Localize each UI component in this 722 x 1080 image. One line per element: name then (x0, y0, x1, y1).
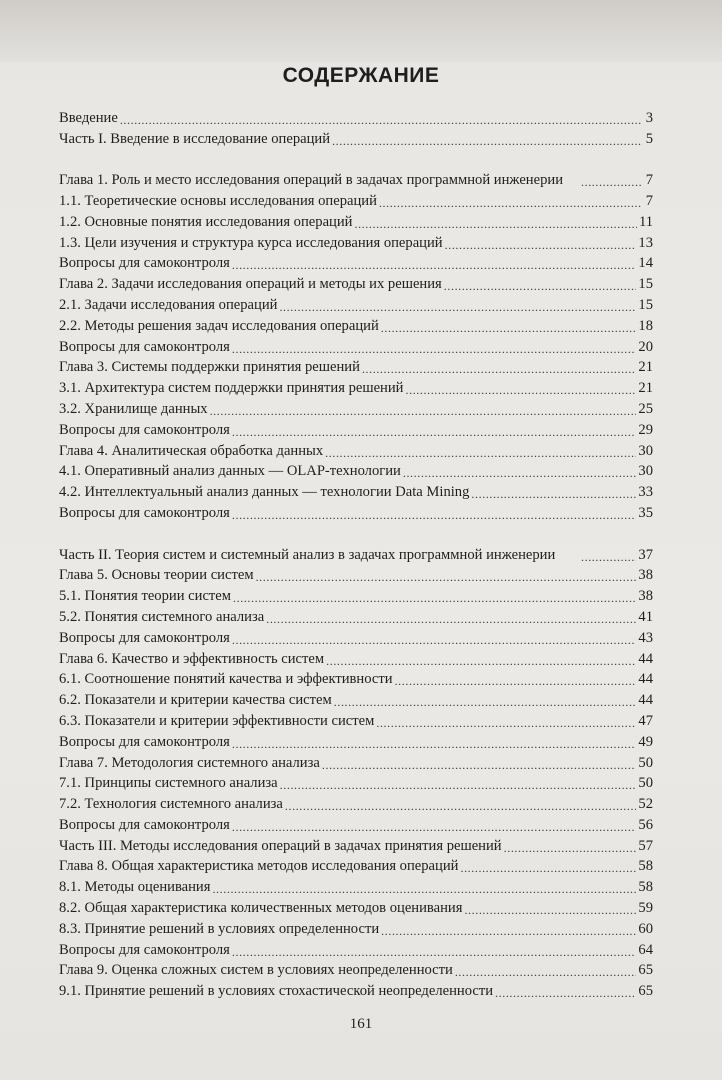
toc-entry-page: 35 (638, 504, 653, 521)
toc-entry-page: 21 (638, 380, 653, 397)
toc-entry-page: 49 (638, 733, 653, 750)
toc-entry-page: 18 (638, 317, 653, 334)
toc-entry-text: Вопросы для самоконтроля (59, 629, 230, 646)
toc-entry (59, 939, 653, 960)
toc-entry-page: 50 (638, 775, 653, 792)
dot-leader (445, 235, 637, 249)
toc-entry-text: 4.2. Интеллектуальный анализ данных — технологии Data Mining (59, 484, 470, 501)
toc-entry (59, 814, 653, 835)
toc-entry (59, 752, 653, 773)
toc-entry-page: 5 (645, 130, 653, 147)
toc-entry (59, 419, 653, 440)
toc-entry-text: Глава 3. Системы поддержки принятия решений (59, 359, 360, 376)
toc-entry-text: 6.3. Показатели и критерии эффективности систем (59, 712, 375, 729)
toc-entry-page: 43 (638, 629, 653, 646)
toc-entry-text: 1.1. Теоретические основы исследования операций (59, 192, 377, 209)
dot-leader (362, 359, 636, 373)
toc-entry-text: 1.3. Цели изучения и структура курса исследования операций (59, 234, 443, 251)
dot-leader (233, 588, 636, 602)
dot-leader (406, 380, 637, 394)
toc-entry (59, 190, 653, 211)
toc-entry-text: Вопросы для самоконтроля (59, 816, 230, 833)
toc-entry-page: 29 (638, 421, 653, 438)
toc-entry-page: 20 (638, 338, 653, 355)
dot-leader (280, 775, 637, 789)
toc-entry-text: 5.1. Понятия теории систем (59, 588, 232, 605)
toc-entry-text: Вопросы для самоконтроля (59, 733, 230, 750)
toc-entry (59, 773, 653, 794)
toc-entry-page: 65 (638, 962, 653, 979)
toc-entry (59, 107, 653, 128)
dot-leader (460, 858, 636, 872)
toc-entry-page: 15 (638, 276, 653, 293)
toc-entry-page: 64 (638, 941, 653, 958)
dot-leader (395, 671, 637, 685)
toc-entry (59, 398, 653, 419)
toc-entry-text: 7.1. Принципы системного анализа (59, 775, 278, 792)
toc-entry-page: 58 (638, 879, 653, 896)
toc-entry (59, 606, 653, 627)
toc-entry-page: 47 (638, 712, 653, 729)
dot-leader (334, 692, 637, 706)
toc-entry-page: 7 (645, 192, 653, 209)
toc-entry (59, 357, 653, 378)
toc-entry-text: Глава 2. Задачи исследования операций и методы их решения (59, 276, 442, 293)
toc-entry-text: Часть II. Теория систем и системный анализ в задачах программной инженерии (59, 546, 556, 563)
dot-leader (381, 318, 637, 332)
toc-entry (59, 273, 653, 294)
toc-entry (59, 918, 653, 939)
toc-entry (59, 565, 653, 586)
dot-leader (232, 817, 637, 831)
toc-entry-text: Вопросы для самоконтроля (59, 941, 230, 958)
dot-leader (455, 962, 637, 976)
toc-entry (59, 440, 653, 461)
toc-entry-text: 6.1. Соотношение понятий качества и эффективности (59, 671, 393, 688)
toc-entry (59, 481, 653, 502)
dot-leader (232, 734, 637, 748)
toc-entry-page: 11 (638, 213, 653, 230)
toc-entry-text: Вопросы для самоконтроля (59, 421, 230, 438)
dot-leader (332, 131, 641, 145)
toc-entry-page: 44 (638, 692, 653, 709)
toc-entry-page: 37 (638, 546, 653, 563)
toc-entry (59, 731, 653, 752)
toc-entry-text: Глава 8. Общая характеристика методов исследования операций (59, 858, 459, 875)
toc-entry (59, 211, 653, 232)
toc-entry (59, 689, 653, 710)
toc-entry (59, 336, 653, 357)
toc-entry-text: 2.1. Задачи исследования операций (59, 296, 278, 313)
dot-leader (325, 443, 636, 457)
toc-entry-page: 13 (638, 234, 653, 251)
toc-entry (59, 585, 653, 606)
dot-leader (212, 879, 636, 893)
dot-leader (232, 942, 637, 956)
toc-entry (59, 149, 653, 191)
dot-leader (285, 796, 637, 810)
toc-entry-page: 52 (638, 796, 653, 813)
dot-leader (581, 547, 636, 561)
toc-entry-text: Глава 9. Оценка сложных систем в условиях неопределенности (59, 962, 453, 979)
page-top-shadow (0, 0, 722, 62)
dot-leader (232, 505, 637, 519)
toc-entry (59, 627, 653, 648)
dot-leader (354, 214, 636, 228)
toc-entry-page: 57 (638, 837, 653, 854)
toc-entry (59, 876, 653, 897)
toc-entry-page: 30 (638, 463, 653, 480)
toc-entry-text: Часть I. Введение в исследование операций (59, 130, 331, 147)
toc-entry (59, 232, 653, 253)
toc-entry-page: 33 (638, 484, 653, 501)
toc-entry-text: 3.2. Хранилище данных (59, 400, 208, 417)
toc-entry (59, 128, 653, 149)
toc-entry-text: 9.1. Принятие решений в условиях стохастической неопределенности (59, 983, 494, 1000)
toc-entry-page: 30 (638, 442, 653, 459)
toc-entry-text: Введение (59, 109, 118, 126)
toc-entry-page: 15 (638, 296, 653, 313)
dot-leader (495, 983, 636, 997)
toc-entry-text: 8.1. Методы оценивания (59, 879, 211, 896)
toc-entry (59, 710, 653, 731)
toc-entry-text: Вопросы для самоконтроля (59, 338, 230, 355)
toc-entry-page: 65 (638, 983, 653, 1000)
toc-entry (59, 648, 653, 669)
toc-entry-text: 7.2. Технология системного анализа (59, 796, 283, 813)
toc-entry-text: 3.1. Архитектура систем поддержки принятия решений (59, 380, 404, 397)
toc-entry-text: 4.1. Оперативный анализ данных — OLAP-технологии (59, 463, 401, 480)
toc-entry (59, 253, 653, 274)
toc-entry (59, 669, 653, 690)
toc-entry-text: Глава 7. Методология системного анализа (59, 754, 320, 771)
toc-entry-page: 21 (638, 359, 653, 376)
toc-entry-page: 56 (638, 816, 653, 833)
toc-entry (59, 793, 653, 814)
toc-entry-page: 14 (638, 255, 653, 272)
toc-entry-page: 58 (638, 858, 653, 875)
dot-leader (210, 401, 637, 415)
toc-entry-text: 2.2. Методы решения задач исследования операций (59, 317, 379, 334)
toc-entry (59, 377, 653, 398)
dot-leader (381, 921, 636, 935)
toc-entry-page: 50 (638, 754, 653, 771)
toc-entry (59, 523, 653, 565)
dot-leader (232, 630, 637, 644)
toc-entry-text: Часть III. Методы исследования операций в задачах принятия решений (59, 837, 502, 854)
toc-entry (59, 502, 653, 523)
toc-entry-text: Глава 5. Основы теории систем (59, 567, 254, 584)
toc-entry (59, 835, 653, 856)
toc-entry (59, 461, 653, 482)
dot-leader (232, 422, 637, 436)
dot-leader (471, 484, 636, 498)
toc-entry-text: 8.3. Принятие решений в условиях определенности (59, 920, 380, 937)
toc-entry-page: 60 (638, 920, 653, 937)
toc-entry (59, 294, 653, 315)
toc-entry-page: 41 (638, 608, 653, 625)
dot-leader (266, 609, 636, 623)
toc-entry-text: 6.2. Показатели и критерии качества систем (59, 692, 332, 709)
dot-leader (232, 339, 637, 353)
toc-entry (59, 856, 653, 877)
dot-leader (279, 297, 636, 311)
toc-entry-page: 3 (645, 109, 653, 126)
toc-entry-page: 38 (638, 567, 653, 584)
toc-entry-text: 8.2. Общая характеристика количественных методов оценивания (59, 900, 463, 917)
toc-entry-text: Вопросы для самоконтроля (59, 504, 230, 521)
toc-entry (59, 897, 653, 918)
toc-entry-page: 25 (638, 400, 653, 417)
toc-entry (59, 960, 653, 981)
toc-entry (59, 315, 653, 336)
dot-leader (504, 838, 637, 852)
dot-leader (232, 255, 637, 269)
toc-entry-text: Вопросы для самоконтроля (59, 255, 230, 272)
toc-entry-text: Глава 1. Роль и место исследования операций в задачах программной инженерии (59, 172, 564, 189)
toc-entry-page: 44 (638, 650, 653, 667)
table-of-contents (59, 107, 653, 1001)
dot-leader (379, 193, 641, 207)
dot-leader (464, 900, 636, 914)
page-title: СОДЕРЖАНИЕ (282, 64, 440, 87)
toc-entry-page: 59 (638, 900, 653, 917)
dot-leader (444, 276, 637, 290)
dot-leader (581, 172, 641, 186)
dot-leader (322, 755, 637, 769)
toc-entry-page: 7 (645, 172, 653, 189)
toc-entry-text: Глава 4. Аналитическая обработка данных (59, 442, 324, 459)
page-number: 161 (349, 1016, 373, 1032)
dot-leader (256, 567, 637, 581)
dot-leader (376, 713, 636, 727)
toc-entry (59, 980, 653, 1001)
dot-leader (403, 463, 637, 477)
toc-entry-text: 5.2. Понятия системного анализа (59, 608, 265, 625)
toc-entry-page: 44 (638, 671, 653, 688)
dot-leader (120, 110, 641, 124)
toc-entry-text: 1.2. Основные понятия исследования операций (59, 213, 353, 230)
toc-entry-page: 38 (638, 588, 653, 605)
dot-leader (326, 651, 636, 665)
toc-entry-text: Глава 6. Качество и эффективность систем (59, 650, 325, 667)
